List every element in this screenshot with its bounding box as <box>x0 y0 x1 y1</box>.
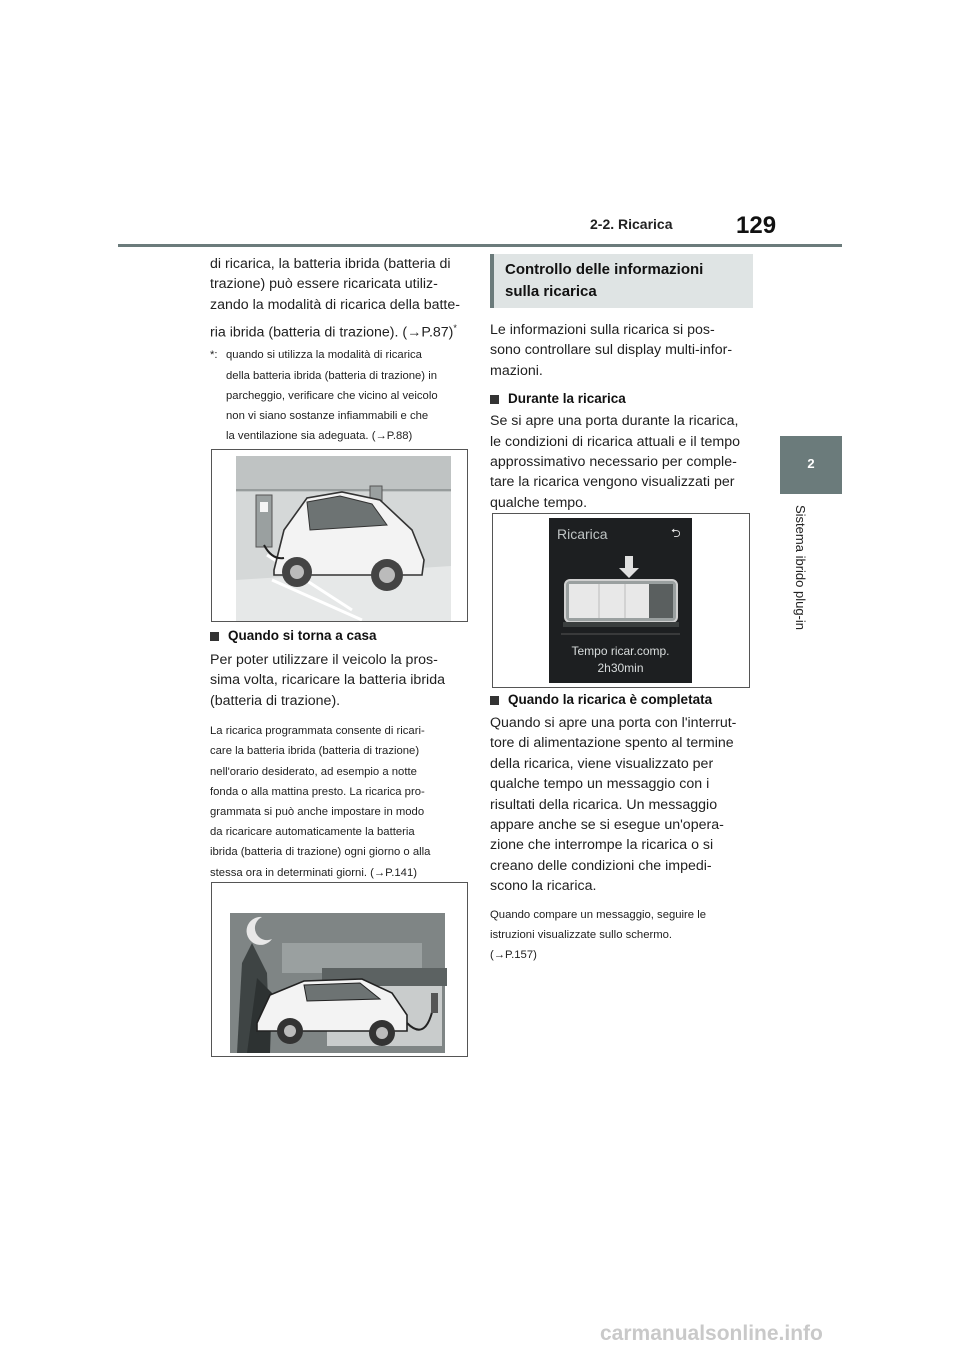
chapter-number: 2 <box>807 456 815 471</box>
heading-complete <box>490 690 752 710</box>
complete-line: risultati della ricarica. Un messaggio <box>490 796 718 813</box>
left-column <box>210 254 475 446</box>
footnote-marker: * <box>453 323 457 334</box>
section-title: 2-2. Ricarica <box>590 216 673 232</box>
footnote-line: parcheggio, verificare che vicino al veicolo <box>226 389 438 402</box>
home-small-line: care la batteria ibrida (batteria di trazione) <box>210 745 420 758</box>
during-line: approssimativo necessario per comple- <box>490 454 737 471</box>
heading-during <box>490 389 752 409</box>
heading-home <box>210 626 475 646</box>
charging-station-illustration <box>211 449 468 622</box>
complete-line: qualche tempo un messaggio con i <box>490 776 710 793</box>
complete-line: Quando si apre una porta con l'interrut- <box>490 715 737 731</box>
chapter-title: Sistema ibrido plug-in <box>793 505 808 631</box>
section-heading-line: sulla ricarica <box>505 283 597 300</box>
night-charging-illustration <box>211 882 468 1057</box>
complete-line: creano delle condizioni che impedi- <box>490 857 712 874</box>
car-charging-garage-image <box>212 450 467 621</box>
during-line: qualche tempo. <box>490 494 588 511</box>
info-line: Le informazioni sulla ricarica si pos- <box>490 322 715 338</box>
home-small-line: fonda o alla mattina presto. La ricarica pro- <box>210 785 425 798</box>
header-divider <box>118 244 842 247</box>
page-reference-link[interactable]: (→P.157) <box>490 949 537 962</box>
section-heading-line: Controllo delle informazioni <box>505 261 704 278</box>
footnote-line: quando si utilizza la modalità di ricarica <box>226 349 422 362</box>
intro-line: zando la modalità di ricarica della batte- <box>210 296 460 313</box>
intro-line: trazione) può essere ricaricata utiliz- <box>210 276 438 293</box>
heading-complete-text: Quando la ricarica è completata <box>508 692 713 707</box>
intro-text: ria ibrida (batteria di trazione). ( <box>210 324 408 341</box>
during-line: Se si apre una porta durante la ricarica, <box>490 413 739 430</box>
home-line: (batteria di trazione). <box>210 692 341 709</box>
complete-line: scono la ricarica. <box>490 878 597 895</box>
home-small-line: stessa ora in determinati giorni. (→P.141) <box>210 866 418 879</box>
bullet-square-icon <box>210 632 219 641</box>
night-garage-image <box>212 883 467 1056</box>
footnote <box>210 345 475 446</box>
bullet-square-icon <box>490 696 499 705</box>
footnote-line: la ventilazione sia adeguata. (→P.88) <box>226 430 413 443</box>
home-small-line: grammata si può anche impostare in modo <box>210 806 425 819</box>
left-column-lower <box>210 626 475 883</box>
bullet-square-icon <box>490 395 499 404</box>
display-screen <box>549 518 692 683</box>
page-reference-link[interactable]: →P.87) <box>407 324 454 341</box>
complete-line: della ricarica, viene visualizzato per <box>490 755 714 772</box>
complete-small-line: Quando compare un messaggio, seguire le <box>490 908 707 921</box>
home-line: sima volta, ricaricare la batteria ibrida <box>210 672 445 689</box>
home-small-line: La ricarica programmata consente di ricari- <box>210 725 425 738</box>
footer-watermark: carmanualsonline.info <box>600 1322 823 1345</box>
right-column-lower <box>490 690 752 965</box>
footnote-mark: *: <box>210 349 218 362</box>
heading-during-text: Durante la ricarica <box>508 391 626 407</box>
home-line: Per poter utilizzare il veicolo la pros- <box>210 652 438 668</box>
charge-time-value: 2h30min <box>597 661 644 675</box>
info-line: mazioni. <box>490 362 543 379</box>
right-column <box>490 254 752 513</box>
page-number: 129 <box>736 212 777 239</box>
home-small-line: nell'orario desiderato, ad esempio a notte <box>210 765 417 778</box>
charge-time-label: Tempo ricar.comp. <box>571 644 670 658</box>
complete-line: zione che interrompe la ricarica o si <box>490 837 714 854</box>
section-heading-box <box>490 254 753 308</box>
complete-line: appare anche se si esegue un'opera- <box>490 817 724 834</box>
info-line: sono controllare sul display multi-infor- <box>490 342 733 359</box>
multi-info-display-figure <box>492 513 750 688</box>
complete-line: tore di alimentazione spento al termine <box>490 735 734 752</box>
during-line: tare la ricarica vengono visualizzati per <box>490 474 735 491</box>
back-arrow-icon: ⮌ <box>671 526 681 540</box>
display-title: Ricarica <box>557 526 608 542</box>
home-small-line: ibrida (batteria di trazione) ogni giorno o alla <box>210 846 431 859</box>
complete-small-line: istruzioni visualizzate sullo schermo. <box>490 928 673 941</box>
intro-line: di ricarica, la batteria ibrida (batteria di <box>210 256 451 272</box>
footnote-line: non vi siano sostanze infiammabili e che <box>226 409 429 422</box>
home-small-line: da ricaricare automaticamente la batteria <box>210 826 415 839</box>
intro-line <box>210 318 475 343</box>
heading-home-text: Quando si torna a casa <box>228 628 377 643</box>
footnote-line: della batteria ibrida (batteria di trazione) in <box>226 369 437 382</box>
battery-gauge-graphic <box>549 552 692 642</box>
during-line: le condizioni di ricarica attuali e il tempo <box>490 433 740 450</box>
